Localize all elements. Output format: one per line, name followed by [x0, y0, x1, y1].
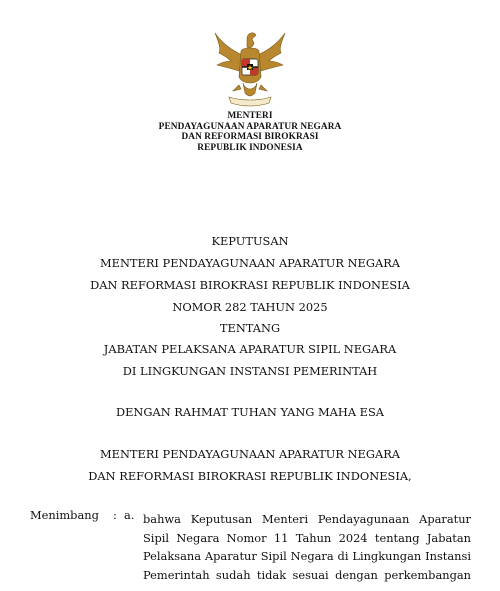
- decree-issuer-line: DAN REFORMASI BIROKRASI REPUBLIK INDONESIA: [90, 278, 410, 292]
- ministry-letterhead: [0, 111, 500, 153]
- garuda-emblem-icon: [211, 27, 289, 111]
- considering-text-line: bahwa Keputusan Menteri Pendayagunaan Aparatur: [143, 512, 471, 526]
- letterhead-line: PENDAYAGUNAAN APARATUR NEGARA: [158, 121, 342, 132]
- considering-item-text: [143, 508, 471, 587]
- decree-number: NOMOR 282 TAHUN 2025: [172, 300, 328, 314]
- letterhead-line: REPUBLIK INDONESIA: [197, 142, 303, 153]
- decree-subject-line: JABATAN PELAKSANA APARATUR SIPIL NEGARA: [103, 342, 397, 356]
- decree-type: KEPUTUSAN: [211, 234, 289, 248]
- considering-colon: :: [113, 508, 117, 522]
- letterhead-line: DAN REFORMASI BIROKRASI: [181, 132, 319, 143]
- blessing-line: DENGAN RAHMAT TUHAN YANG MAHA ESA: [115, 405, 385, 419]
- considering-item-marker: a.: [124, 508, 135, 522]
- considering-label: Menimbang: [30, 508, 99, 522]
- considering-text-line: Sipil Negara Nomor 11 Tahun 2024 tentang Jabatan: [143, 530, 471, 545]
- decree-subject-line: DI LINGKUNGAN INSTANSI PEMERINTAH: [122, 364, 378, 378]
- issuer-line: MENTERI PENDAYAGUNAAN APARATUR NEGARA: [99, 447, 400, 461]
- issuer-line: DAN REFORMASI BIROKRASI REPUBLIK INDONESIA,: [88, 469, 412, 483]
- decree-issuer-line: MENTERI PENDAYAGUNAAN APARATUR NEGARA: [99, 256, 400, 270]
- considering-text-line: Pemerintah sudah tidak sesuai dengan perkembangan: [143, 567, 471, 582]
- letterhead-line: MENTERI: [227, 111, 273, 121]
- decree-about-label: TENTANG: [219, 321, 281, 335]
- considering-text-line: Pelaksana Aparatur Sipil Negara di Lingkungan Instansi: [143, 549, 471, 564]
